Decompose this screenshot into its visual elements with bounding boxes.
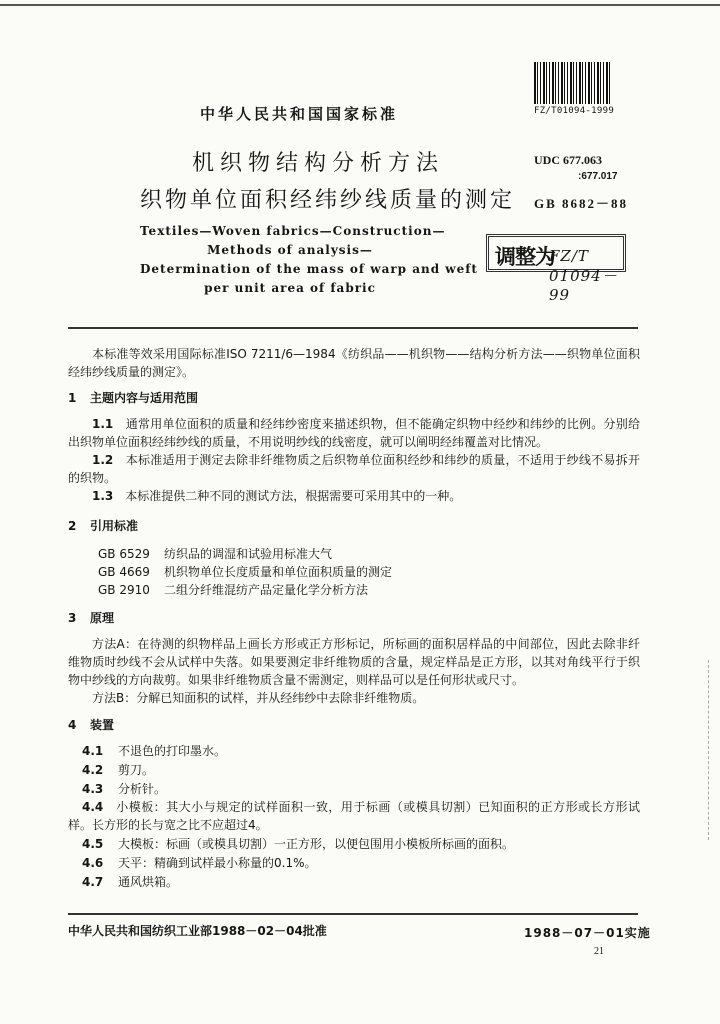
english-title-line: per unit area of fabric	[204, 281, 376, 295]
scan-edge-mark	[708, 660, 710, 840]
reference-code: GB 6529	[98, 547, 150, 561]
stamp-label: 调整为	[495, 245, 555, 269]
section-title: 主题内容与适用范围	[90, 391, 199, 405]
item-number: 4.4	[82, 800, 104, 814]
reference-item	[98, 563, 392, 580]
item-text: 不退色的打印墨水。	[118, 744, 227, 758]
clause-paragraph	[68, 451, 640, 487]
clause-paragraph	[68, 415, 640, 451]
section-number: 3	[68, 611, 77, 625]
principle-method-a: 方法A：在待测的织物样品上画长方形或正方形标记，所标画的面积居样品的中间部位，因此去除非纤维物质时纱线不会从试样中失落。如果要测定非纤维物质的含量，规定样品是正方形，以其对角线平行于织物中纱线的方向裁剪。如果非纤维物质含量不需测定，则样品可以是任何形状或尺寸。	[68, 637, 640, 687]
item-number: 4.3	[82, 782, 104, 796]
intro-paragraph: 本标准等效采用国际标准ISO 7211/6—1984《纺织品——机织物——结构分析方法——织物单位面积经纬纱线质量的测定》。	[68, 347, 640, 379]
apparatus-item	[82, 780, 166, 797]
apparatus-item	[82, 835, 514, 852]
clause-text: 本标准适用于测定去除非纤维物质之后织物单位面积经纱和纬纱的质量，不适用于纱线不易拆开的织物。	[68, 453, 640, 485]
item-text: 剪刀。	[118, 763, 155, 777]
clause-text: 通常用单位面积的质量和经纬纱密度来描述织物，但不能确定织物中经纱和纬纱的比例。分别给出织物单位面积经纬纱线的质量，不用说明纱线的线密度，就可以阐明经纬覆盖对比情况。	[68, 417, 640, 449]
approval-line: 中华人民共和国纺织工业部1988－02－04批准	[68, 924, 327, 938]
item-text: 大模板：标画（或模具切割）一正方形，以便包围用小模板所标画的面积。	[118, 837, 515, 851]
page-number: 21	[594, 946, 604, 957]
section-number: 2	[68, 519, 77, 533]
apparatus-item	[82, 761, 154, 778]
top-rule	[0, 4, 720, 6]
item-number: 4.6	[82, 856, 104, 870]
section-number: 4	[68, 718, 77, 732]
udc-label: UDC 677.063	[534, 153, 602, 167]
national-standard-heading: 中华人民共和国国家标准	[200, 105, 399, 123]
item-text: 天平：精确到试样最小称量的0.1%。	[118, 856, 317, 870]
document-title-line2: 织物单位面积经纬纱线质量的测定	[140, 188, 516, 213]
item-number: 4.2	[82, 763, 104, 777]
section-heading	[68, 389, 198, 406]
clause-number: 1.3	[92, 489, 114, 503]
reference-code: GB 2910	[98, 583, 150, 597]
apparatus-item	[82, 854, 317, 871]
section-title: 装置	[90, 718, 115, 732]
stamp-handwritten-number: FZ/T 01094－99	[549, 247, 618, 304]
clause-number: 1.2	[92, 453, 114, 467]
item-text: 分析针。	[118, 782, 167, 796]
section-number: 1	[68, 391, 77, 405]
reference-item	[98, 545, 332, 562]
implementation-date: 1988－07－01实施	[524, 926, 651, 940]
clause-text: 本标准提供二种不同的测试方法，根据需要可采用其中的一种。	[125, 489, 462, 503]
english-title-line: Methods of analysis—	[207, 243, 373, 257]
item-number: 4.5	[82, 837, 104, 851]
item-text: 通风烘箱。	[118, 875, 179, 889]
english-title-line: Determination of the mass of warp and weft	[140, 262, 478, 276]
item-number: 4.7	[82, 875, 104, 889]
adjustment-stamp	[486, 234, 626, 304]
document-title-line1: 机织物结构分析方法	[192, 151, 445, 176]
apparatus-item	[68, 798, 640, 834]
barcode-image	[534, 62, 612, 104]
reference-title: 纺织品的调湿和试验用标准大气	[164, 547, 333, 561]
reference-item	[98, 581, 368, 598]
item-number: 4.1	[82, 744, 104, 758]
gb-number: GB 8682－88	[534, 196, 629, 211]
footer-divider	[68, 913, 638, 915]
clause-paragraph	[68, 487, 640, 505]
section-heading	[68, 609, 114, 626]
udc-sub: :677.017	[578, 171, 618, 182]
section-title: 原理	[90, 611, 115, 625]
clause-number: 1.1	[92, 417, 114, 431]
header-divider	[68, 327, 638, 329]
principle-method-b: 方法B：分解已知面积的试样，并从经纬纱中去除非纤维物质。	[92, 691, 425, 705]
apparatus-item	[82, 742, 226, 759]
reference-code: GB 4669	[98, 565, 150, 579]
section-heading	[68, 517, 138, 534]
section-heading	[68, 716, 114, 733]
item-text: 小模板：其大小与规定的试样面积一致，用于标画（或模具切割）已知面积的正方形或长方形试样。长方形的长与宽之比不应超过4。	[68, 800, 640, 832]
reference-title: 二组分纤维混纺产品定量化学分析方法	[164, 583, 369, 597]
english-title-line: Textiles—Woven fabrics—Construction—	[140, 224, 446, 238]
section-title: 引用标准	[90, 519, 139, 533]
barcode-number: FZ/T01094-1999	[534, 106, 615, 116]
reference-title: 机织物单位长度质量和单位面积质量的测定	[164, 565, 393, 579]
apparatus-item	[82, 873, 178, 890]
